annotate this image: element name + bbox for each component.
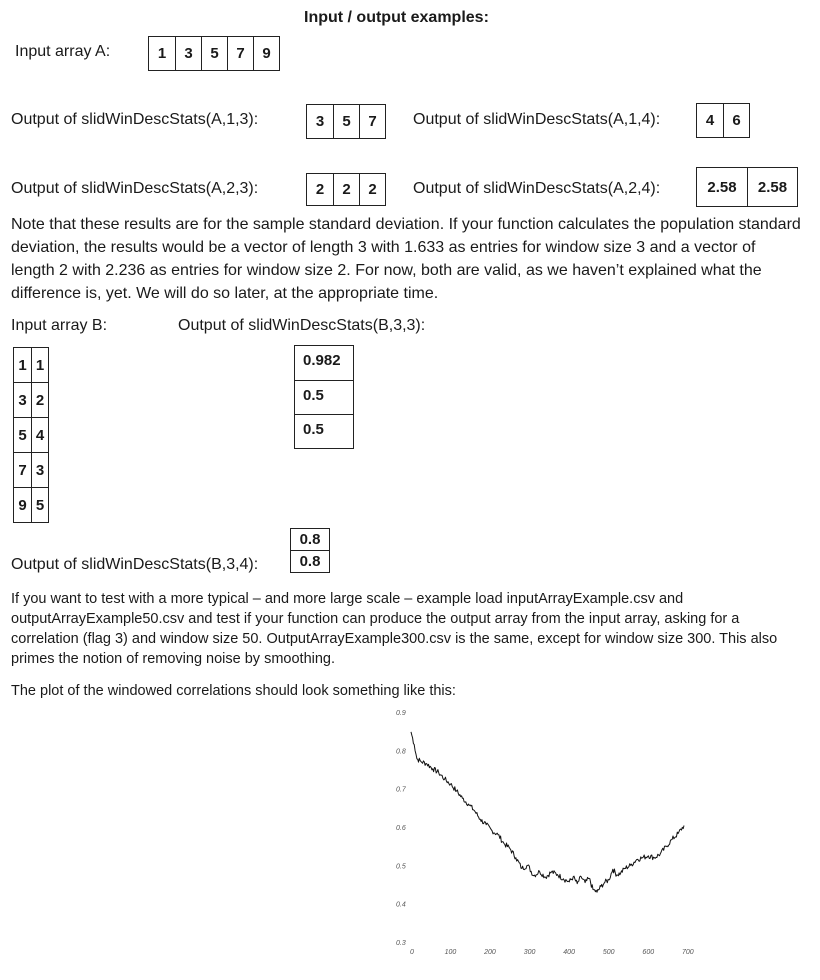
example-6-label: Output of slidWinDescStats(B,3,4): xyxy=(11,556,259,573)
example-1-output xyxy=(306,104,386,139)
example-4-output xyxy=(696,167,798,207)
example-4-label: Output of slidWinDescStats(A,2,4): xyxy=(413,180,661,197)
array-cell: 1 xyxy=(18,356,27,374)
x-tick-label: 100 xyxy=(444,949,457,956)
array-cell: 4 xyxy=(705,112,715,129)
test-instructions-paragraph: If you want to test with a more typical – and more large scale – example load inputArrayExample.csv and outputArrayExample50.csv and test if your function can produce the output array from the input array, asking for a correlation (flag 3) and window size 50. OutputArrayExample300.csv is the same, except for window size 300. This also primes the notion of removing noise by smoothing. xyxy=(11,591,778,667)
array-cell: 7 xyxy=(227,37,253,70)
array-cell: 2 xyxy=(315,181,325,198)
page-title: Input / output examples: xyxy=(304,9,489,26)
input-a-array xyxy=(148,36,280,71)
array-cell: 1 xyxy=(31,348,48,382)
example-5-label: Output of slidWinDescStats(B,3,3): xyxy=(178,317,426,334)
example-3-output xyxy=(306,173,386,206)
array-cell: 5 xyxy=(31,488,48,522)
array-cell: 9 xyxy=(18,496,27,514)
x-tick-label: 300 xyxy=(523,949,536,956)
table-row xyxy=(14,417,48,452)
array-cell: 3 xyxy=(175,37,201,70)
array-cell: 3 xyxy=(315,113,325,130)
example-1-label: Output of slidWinDescStats(A,1,3): xyxy=(11,111,259,128)
y-tick-label: 0.7 xyxy=(396,786,406,794)
x-tick-label: 0 xyxy=(410,949,414,956)
array-cell: 3 xyxy=(31,453,48,487)
input-a-label: Input array A: xyxy=(15,43,111,60)
table-row xyxy=(14,452,48,487)
array-cell: 0.5 xyxy=(295,414,353,448)
y-tick-label: 0.9 xyxy=(396,710,406,717)
array-cell: 5 xyxy=(201,37,227,70)
array-cell: 2.58 xyxy=(707,178,737,196)
x-tick-label: 600 xyxy=(642,949,655,956)
example-2-output xyxy=(696,103,750,138)
correlation-chart xyxy=(380,702,710,964)
series-line xyxy=(411,732,684,892)
y-tick-label: 0.5 xyxy=(396,863,406,871)
array-cell: 0.982 xyxy=(303,352,341,369)
array-cell: 3 xyxy=(18,391,27,409)
array-cell: 1 xyxy=(157,45,167,62)
y-tick-label: 0.3 xyxy=(396,940,406,947)
array-cell: 5 xyxy=(333,105,359,138)
array-cell: 2.58 xyxy=(747,168,797,206)
array-cell: 0.8 xyxy=(291,550,329,572)
y-tick-label: 0.4 xyxy=(396,901,406,909)
table-row xyxy=(14,348,48,382)
array-cell: 0.8 xyxy=(299,531,321,548)
table-row xyxy=(14,382,48,417)
array-cell: 4 xyxy=(31,418,48,452)
x-tick-label: 400 xyxy=(563,949,575,956)
input-b-label: Input array B: xyxy=(11,317,108,334)
table-row xyxy=(14,487,48,522)
array-cell: 2 xyxy=(359,174,385,205)
array-cell: 2 xyxy=(31,383,48,417)
x-tick-label: 500 xyxy=(602,949,615,956)
input-b-array xyxy=(13,347,49,523)
x-tick-label: 700 xyxy=(682,949,694,956)
example-3-label: Output of slidWinDescStats(A,2,3): xyxy=(11,180,259,197)
array-cell: 6 xyxy=(723,104,749,137)
example-5-output xyxy=(294,345,354,449)
array-cell: 2 xyxy=(333,174,359,205)
array-cell: 7 xyxy=(359,105,385,138)
example-6-output xyxy=(290,528,330,573)
x-tick-label: 200 xyxy=(484,949,496,956)
example-2-label: Output of slidWinDescStats(A,1,4): xyxy=(413,111,661,128)
array-cell: 0.5 xyxy=(295,380,353,414)
array-cell: 9 xyxy=(253,37,279,70)
note-paragraph: Note that these results are for the sample standard deviation. If your function calculates the population standard deviation, the results would be a vector of length 3 with 1.633 as entries for window size 3 and a vector of length 2 with 2.236 as entries for window size 2. For now, both are valid, as we haven’t explained what the difference is, yet. We will do so later, at the appropriate time. xyxy=(11,216,801,302)
y-tick-label: 0.6 xyxy=(396,825,406,832)
array-cell: 7 xyxy=(18,461,27,479)
array-cell: 5 xyxy=(18,426,27,444)
plot-caption: The plot of the windowed correlations should look something like this: xyxy=(11,683,456,699)
y-tick-label: 0.8 xyxy=(396,748,406,756)
